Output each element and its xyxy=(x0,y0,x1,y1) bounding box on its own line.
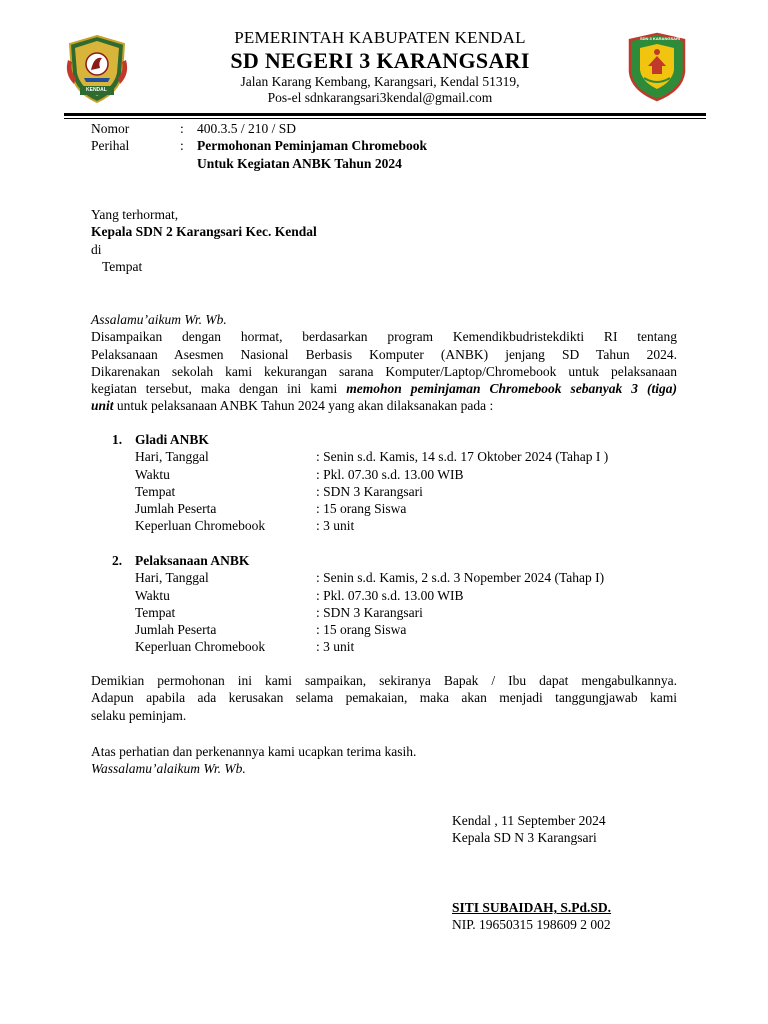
paragraph-line: Pelaksanaan Asesmen Nasional Berbasis Komputer (ANBK) jenjang SD Tahun 2024. xyxy=(91,346,677,362)
school-email: Pos-el sdnkarangsari3kendal@gmail.com xyxy=(267,90,493,105)
schedule-value: : 15 orang Siswa xyxy=(316,501,407,517)
schedule-key: Tempat xyxy=(135,483,176,499)
nomor-colon: : xyxy=(180,121,184,136)
school-name: SD NEGERI 3 KARANGSARI xyxy=(230,48,530,73)
schedule-key: Jumlah Peserta xyxy=(135,622,217,638)
perihal-value-line2: Untuk Kegiatan ANBK Tahun 2024 xyxy=(197,155,402,171)
schedule-key: Jumlah Peserta xyxy=(135,501,217,517)
paragraph-line: Adapun apabila ada kerusakan selama pemakaian, maka akan menjadi tanggungjawab kami xyxy=(91,690,677,706)
perihal-label: Perihal xyxy=(91,138,130,154)
schedule-value: : 3 unit xyxy=(316,639,355,655)
section-heading xyxy=(112,431,692,448)
schedule-value: : 15 orang Siswa xyxy=(316,622,407,638)
schedule-key: Hari, Tanggal xyxy=(135,570,209,586)
recipient-place: Tempat xyxy=(102,258,143,274)
section-number: 2. xyxy=(112,553,123,568)
schedule-value: : Pkl. 07.30 s.d. 13.00 WIB xyxy=(316,466,464,482)
schedule-row xyxy=(112,517,692,534)
letterhead-divider-thin xyxy=(64,118,706,119)
kendal-regency-emblem-icon xyxy=(64,34,130,104)
paragraph-text: untuk pelaksanaan ANBK Tahun 2024 yang akan dilaksanakan pada : xyxy=(113,398,494,414)
schedule-section-gladi xyxy=(112,431,692,535)
schedule-key: Keperluan Chromebook xyxy=(135,639,266,655)
schedule-key: Keperluan Chromebook xyxy=(135,518,266,534)
signature-block xyxy=(452,812,712,847)
section-heading xyxy=(112,552,692,569)
schedule-row xyxy=(112,621,692,638)
schedule-section-pelaksanaan xyxy=(112,552,692,656)
section-title: Pelaksanaan ANBK xyxy=(135,553,250,568)
schedule-key: Hari, Tanggal xyxy=(135,449,209,465)
schedule-key: Waktu xyxy=(135,587,170,603)
schedule-key: Tempat xyxy=(135,604,176,620)
signer-nip: NIP. 19650315 198609 2 002 xyxy=(452,917,611,933)
paragraph-line: Demikian permohonan ini kami sampaikan, sekiranya Bapak / Ibu dapat mengabulkannya. xyxy=(91,673,677,688)
schedule-key: Waktu xyxy=(135,466,170,482)
school-address: Jalan Karang Kembang, Karangsari, Kendal 51319, xyxy=(240,74,520,89)
request-emphasis-unit: unit xyxy=(91,398,114,414)
kendal-emblem-label: KENDAL xyxy=(86,87,107,93)
recipient-name: Kepala SDN 2 Karangsari Kec. Kendal xyxy=(91,224,317,240)
signer-name: SITI SUBAIDAH, S.Pd.SD. xyxy=(452,900,612,915)
perihal-colon: : xyxy=(180,138,184,154)
signer-position: Kepala SD N 3 Karangsari xyxy=(452,830,597,846)
schedule-row xyxy=(112,569,692,586)
perihal-row-continued xyxy=(91,155,691,172)
nomor-label: Nomor xyxy=(91,121,130,136)
schedule-value: : SDN 3 Karangsari xyxy=(316,483,423,499)
government-name: PEMERINTAH KABUPATEN KENDAL xyxy=(234,28,526,47)
nomor-value: 400.3.5 / 210 / SD xyxy=(197,121,297,136)
section-number: 1. xyxy=(112,432,123,447)
paragraph-line: Dikarenakan sekolah kami kekurangan sarana Komputer/Laptop/Chromebook untuk pelaksanaan xyxy=(91,363,677,379)
request-emphasis: memohon peminjaman Chromebook sebanyak 3 (tiga) xyxy=(346,381,677,397)
greeting: Assalamu’aikum Wr. Wb. xyxy=(91,312,227,327)
schedule-row xyxy=(112,466,692,483)
school-emblem-label: SDN 3 KARANGSARI xyxy=(640,36,681,41)
perihal-value-line1: Permohonan Peminjaman Chromebook xyxy=(197,138,428,154)
schedule-value: : Pkl. 07.30 s.d. 13.00 WIB xyxy=(316,587,464,603)
schedule-row xyxy=(112,604,692,621)
farewell-line: Wassalamu’alaikum Wr. Wb. xyxy=(91,761,246,777)
schedule-value: : SDN 3 Karangsari xyxy=(316,604,423,620)
thanks-line: Atas perhatian dan perkenannya kami ucapkan terima kasih. xyxy=(91,744,417,759)
closing-paragraph xyxy=(91,672,677,724)
school-emblem-icon xyxy=(626,32,688,102)
schedule-row xyxy=(112,500,692,517)
letterhead xyxy=(150,28,610,106)
closing-remarks xyxy=(91,743,677,778)
section-title: Gladi ANBK xyxy=(135,432,209,447)
paragraph-line: selaku peminjam. xyxy=(91,707,187,723)
schedule-row xyxy=(112,483,692,500)
recipient-salutation: Yang terhormat, xyxy=(91,207,179,222)
paragraph-line xyxy=(91,380,677,397)
place-date: Kendal , 11 September 2024 xyxy=(452,813,606,828)
nomor-row xyxy=(91,120,691,137)
signer-identity xyxy=(452,899,712,934)
letter-meta xyxy=(91,120,691,172)
recipient-di: di xyxy=(91,241,102,257)
schedule-value: : Senin s.d. Kamis, 2 s.d. 3 Nopember 2024 (Tahap I) xyxy=(316,570,605,586)
schedule-value: : 3 unit xyxy=(316,518,355,534)
schedule-row xyxy=(112,638,692,655)
paragraph-line: Disampaikan dengan hormat, berdasarkan program Kemendikbudristekdikti RI tentang xyxy=(91,329,677,345)
letterhead-divider-thick xyxy=(64,113,706,116)
recipient-block xyxy=(91,206,651,275)
paragraph-text: kegiatan tersebut, maka dengan ini kami xyxy=(91,381,347,397)
opening-paragraph xyxy=(91,311,677,415)
paragraph-line xyxy=(91,397,677,414)
schedule-value: : Senin s.d. Kamis, 14 s.d. 17 Oktober 2024 (Tahap I ) xyxy=(316,449,609,465)
schedule-row xyxy=(112,587,692,604)
perihal-row xyxy=(91,137,691,154)
schedule-row xyxy=(112,448,692,465)
